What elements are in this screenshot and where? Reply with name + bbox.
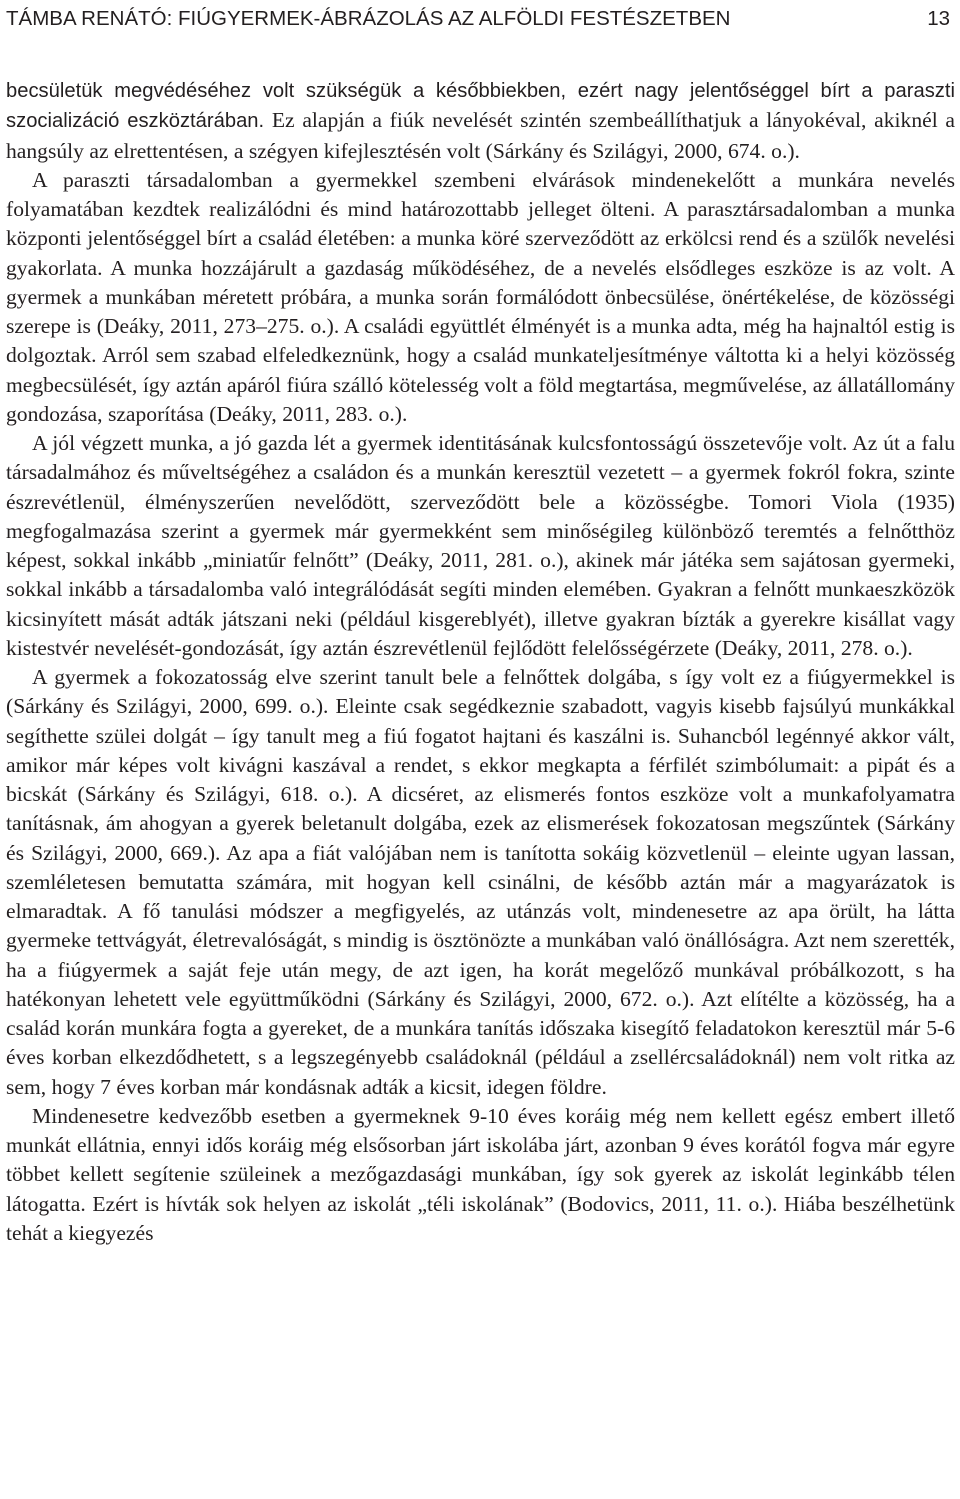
- body-text: [6, 76, 955, 1248]
- paragraph: [6, 76, 955, 166]
- page-number: 13: [927, 7, 950, 30]
- paragraph-text: A jól végzett munka, a jó gazda lét a gyermek identitásának kulcsfontosságú összetevője volt. Az út a falu társadalmához és műveltségéhez a családon és a munkán keresztül vezetett – a gyermek fokról fokra, szinte észrevétlenül, élményszerűen nevelődött, szerveződött bele a közösségbe. Tomori Viola (1935) megfogalmazása szerint a gyermek már gyermekként sem minőségileg különböző teremtés a felnőtthöz képest, sokkal inkább „miniatűr felnőtt” (Deáky, 2011, 281. o.), akinek már játéka sem sajátosan gyermeki, sokkal inkább a társadalomba való integrálódását segíti minden elemében. Gyakran a felnőtt munkaeszközök kicsinyített mását adták játszani neki (például kisgereblyét), illetve gyakran bízták a gyerekre kisállat vagy kistestvér nevelését-gondozását, így aztán észrevétlenül fejlődött felelősségérzete (Deáky, 2011, 278. o.).: [6, 431, 955, 660]
- paragraph-text: Ez alapján a fiúk nevelését szintén szembeállíthatjuk a lányokéval, akiknél a hangsúly az elrettentésen, a szégyen kifejlesztésén volt (Sárkány és Szilágyi, 2000, 674. o.).: [6, 108, 955, 163]
- running-header: [6, 4, 950, 34]
- paragraph: [6, 663, 955, 1102]
- running-header-title: TÁMBA RENÁTÓ: FIÚGYERMEK-ÁBRÁZOLÁS AZ ALFÖLDI FESTÉSZETBEN: [6, 7, 731, 30]
- paragraph: [6, 166, 955, 429]
- paragraph-text: A paraszti társadalomban a gyermekkel szembeni elvárások mindenekelőtt a munkára nevelés folyamatában kezdtek realizálódni és mind határozottabb jelleget ölteni. A parasztársadalomban a munka központi jelentőséggel bírt a család életében: a munka köré szerveződött az erkölcsi rend és a szülők nevelési gyakorlata. A munka hozzájárult a gazdaság működéséhez, de a nevelés elsődleges eszköze is az volt. A gyermek a munkában méretett próbára, a munka során formálódott önbecsülése, önértékelése, de közösségi szerepe is (Deáky, 2011, 273–275. o.). A családi együttlét élményét is a munka adta, még ha hajnaltól estig is dolgoztak. Arról sem szabad elfeledkeznünk, hogy a család munkateljesítménye váltotta ki a helyi közösség megbecsülését, így aztán apáról fiúra szálló kötelesség volt a föld megtartása, megművelése, az állatállomány gondozása, szaporítása (Deáky, 2011, 283. o.).: [6, 167, 955, 426]
- paragraph-text: Mindenesetre kedvezőbb esetben a gyermeknek 9-10 éves koráig még nem kellett egész embert illető munkát ellátnia, ennyi idős koráig még elsősorban járt iskolába járt, azonban 9 éves korától fogva már egyre többet kellett segítenie szüleinek a mezőgazdasági munkában, így sok gyerek az iskolát leginkább télen látogatta. Ezért is hívták sok helyen az iskolát „téli iskolának” (Bodovics, 2011, 11. o.). Hiába beszélhetünk tehát a kiegyezés: [6, 1103, 955, 1245]
- paragraph: [6, 1102, 955, 1248]
- paragraph-text: A gyermek a fokozatosság elve szerint tanult bele a felnőttek dolgába, s így volt ez a fiúgyermekkel is (Sárkány és Szilágyi, 2000, 699. o.). Eleinte csak segédkeznie szabadott, vagyis kisebb fajsúlyú munkákkal segíthette szülei dolgát – így tanult meg a fiú fogatot hajtani és kaszálni is. Suhancból legénnyé akkor vált, amikor már képes volt kivágni kaszával a rendet, s ekkor megkapta a férfilét szimbólumait: a pipát és a bicskát (Sárkány és Szilágyi, 618. o.). A dicséret, az elismerés fontos eszköze volt a munkafolyamatra tanításnak, ám ahogyan a gyerek beletanult dolgába, ezek az elismerések fokozatosan megszűntek (Sárkány és Szilágyi, 2000, 669.). Az apa a fiát valójában nem is tanította sokáig közvetlenül – eleinte ugyan lassan, szemléletesen bemutatta számára, mit hogyan kell csinálni, de később aztán már a magyarázatok is elmaradtak. A fő tanulási módszer a megfigyelés, az utánzás volt, mindenesetre az apa örült, ha látta gyermeke tettvágyát, életrevalóságát, s mindig is ösztönözte a munkában való önállóságra. Azt nem szerették, ha a fiúgyermek a saját feje után megy, de azt igen, ha korát megelőző munkával próbálkozott, s ha hatékonyan lehetett vele együttműködni (Sárkány és Szilágyi, 2000, 672. o.). Azt elítélte a közösség, ha a család korán munkára fogta a gyereket, de a munkára tanítás időszaka kisegítő feladatokon keresztül már 5-6 éves korban elkezdődhetett, s a legszegényebb családoknál (például a zsellércsaládoknál) nem volt ritka az sem, hogy 7 éves korban már kondásnak adták a kicsit, idegen földre.: [6, 665, 955, 1099]
- paragraph: [6, 429, 955, 663]
- paragraph-sans-lead: becsületük megvédéséhez volt szükségük a későbbiekben, ezért nagy jelentőséggel bírt a paraszti szocializáció eszköztárában.: [6, 80, 955, 133]
